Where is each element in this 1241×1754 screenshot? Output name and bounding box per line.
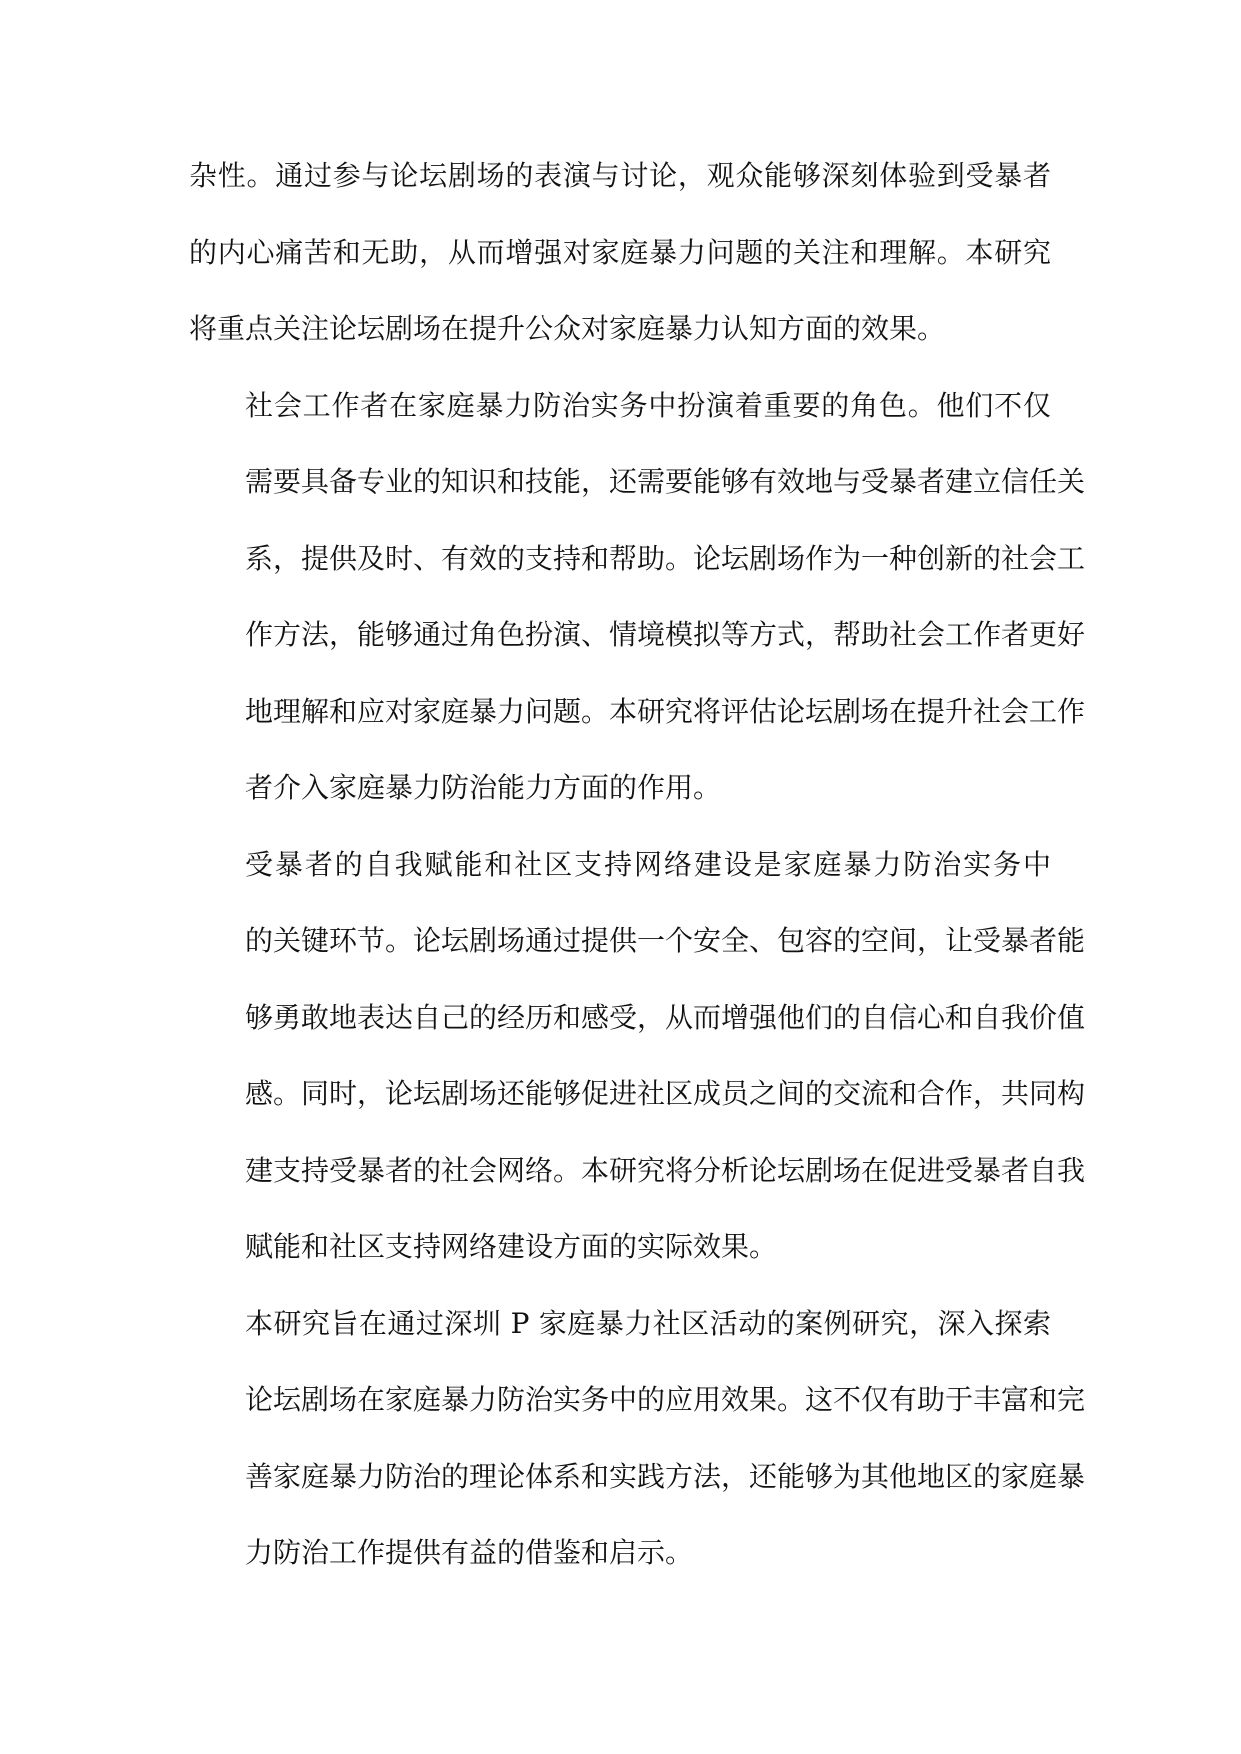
text-line: 的内心痛苦和无助，从而增强对家庭暴力问题的关注和理解。本研究 <box>189 235 1051 269</box>
text-line: 论坛剧场在家庭暴力防治实务中的应用效果。这不仅有助于丰富和完 <box>245 1383 1086 1416</box>
text-line: 受暴者的自我赋能和社区支持网络建设是家庭暴力防治实务中 <box>245 847 1051 881</box>
text-line: 够勇敢地表达自己的经历和感受，从而增强他们的自信心和自我价值 <box>245 1000 1086 1034</box>
paragraph-3 <box>189 827 1086 1286</box>
paragraph-1 <box>189 138 1051 368</box>
text-line: 杂性。通过参与论坛剧场的表演与讨论，观众能够深刻体验到受暴者 <box>189 159 1051 192</box>
text-line: 赋能和社区支持网络建设方面的实际效果。 <box>245 1230 778 1263</box>
text-line: 地理解和应对家庭暴力问题。本研究将评估论坛剧场在提升社会工作 <box>245 694 1086 728</box>
paragraph-4 <box>189 1286 1086 1592</box>
text-line: 感。同时，论坛剧场还能够促进社区成员之间的交流和合作，共同构 <box>245 1077 1086 1110</box>
text-line: 社会工作者在家庭暴力防治实务中扮演着重要的角色。他们不仅 <box>245 388 1051 422</box>
text-line: 本研究旨在通过深圳 P 家庭暴力社区活动的案例研究，深入探索 <box>245 1306 1051 1340</box>
text-line: 作方法，能够通过角色扮演、情境模拟等方式，帮助社会工作者更好 <box>245 618 1086 651</box>
text-line: 善家庭暴力防治的理论体系和实践方法，还能够为其他地区的家庭暴 <box>245 1459 1086 1493</box>
text-line: 的关键环节。论坛剧场通过提供一个安全、包容的空间，让受暴者能 <box>245 924 1086 957</box>
body-text <box>189 138 1086 1592</box>
text-line: 需要具备专业的知识和技能，还需要能够有效地与受暴者建立信任关 <box>245 465 1086 498</box>
text-line: 者介入家庭暴力防治能力方面的作用。 <box>245 771 722 804</box>
text-line: 将重点关注论坛剧场在提升公众对家庭暴力认知方面的效果。 <box>189 312 946 345</box>
text-line: 系，提供及时、有效的支持和帮助。论坛剧场作为一种创新的社会工 <box>245 541 1086 575</box>
paragraph-2 <box>189 368 1086 827</box>
text-line: 建支持受暴者的社会网络。本研究将分析论坛剧场在促进受暴者自我 <box>245 1153 1086 1187</box>
text-line: 力防治工作提供有益的借鉴和启示。 <box>245 1536 694 1569</box>
